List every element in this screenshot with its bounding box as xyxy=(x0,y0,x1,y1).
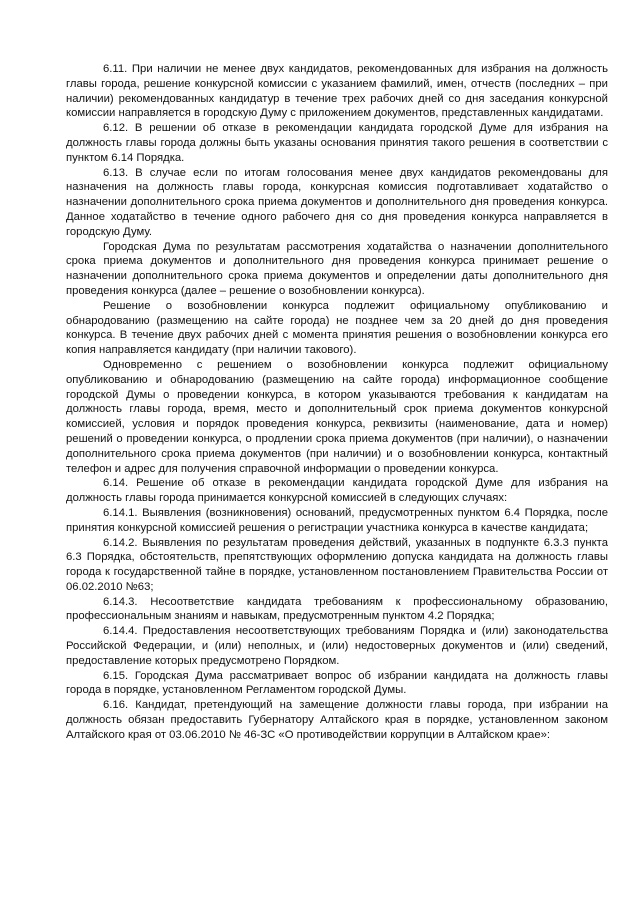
paragraph-6-15: 6.15. Городская Дума рассматривает вопрос об избрании кандидата на должность главы города в порядке, установленном Регламентом городской Думы. xyxy=(66,669,608,697)
paragraph-information-notice: Одновременно с решением о возобновлении конкурса подлежит официальному опубликованию и обнародованию (размещению на сайте города) информационное сообщение городской Думы о проведении конкурса, в котором указываются требования к кандидатам на должность главы города, время, место и дополнительный срок приема документов конкурсной комиссией, условия и порядок проведения конкурса, реквизиты (наименование, дата и номер) решений о проведении конкурса, о продлении срока приема документов (при наличии), о назначении дополнительного срока приема документов (при наличии) и о возобновлении конкурса, контактный телефон и адрес для получения справочной информации о проведении конкурса. xyxy=(66,358,608,475)
paragraph-resumption-publication: Решение о возобновлении конкурса подлежит официальному опубликованию и обнародованию (размещению на сайте города) не позднее чем за 20 дней до дня проведения конкурса. В течение двух рабочих дней с момента принятия решения о возобновлении конкурса его копия направляется кандидату (при наличии такового). xyxy=(66,299,608,357)
paragraph-6-14-1: 6.14.1. Выявления (возникновения) оснований, предусмотренных пунктом 6.4 Порядка, после принятия конкурсной комиссией решения о регистрации участника конкурса в качестве кандидата; xyxy=(66,506,608,534)
paragraph-6-14-2: 6.14.2. Выявления по результатам проведения действий, указанных в подпункте 6.3.3 пункта 6.3 Порядка, обстоятельств, препятствующих оформлению допуска кандидата на должность главы города к государственной тайне в порядке, установленном постановлением Правительства России от 06.02.2010 №63; xyxy=(66,536,608,593)
paragraph-6-14: 6.14. Решение об отказе в рекомендации кандидата городской Думе для избрания на должность главы города принимается конкурсной комиссией в следующих случаях: xyxy=(66,477,608,505)
paragraph-6-13: 6.13. В случае если по итогам голосования менее двух кандидатов рекомендованы для назначения на должность главы города, конкурсная комиссия подготавливает ходатайство о назначении дополнительного срока приема документов и дополнительного дня проведения конкурса. Данное ходатайство в течение одного рабочего дня со дня проведения конкурса направляется в городскую Думу. xyxy=(66,166,608,238)
document-page xyxy=(66,62,608,743)
paragraph-6-14-3: 6.14.3. Несоответствие кандидата требованиям к профессиональному образованию, профессиональным знаниям и навыкам, предусмотренным пунктом 4.2 Порядка; xyxy=(66,595,608,623)
paragraph-6-12: 6.12. В решении об отказе в рекомендации кандидата городской Думе для избрания на должность главы города должны быть указаны основания принятия такого решения в соответствии с пунктом 6.14 Порядка. xyxy=(66,122,608,164)
paragraph-6-16: 6.16. Кандидат, претендующий на замещение должности главы города, при избрании на должность обязан предоставить Губернатору Алтайского края в порядке, установленном законом Алтайского края от 03.06.2010 № 46-ЗС «О противодействии коррупции в Алтайском крае»: xyxy=(66,699,608,741)
paragraph-6-11: 6.11. При наличии не менее двух кандидатов, рекомендованных для избрания на должность главы города, решение конкурсной комиссии с указанием фамилий, имен, отчеств (последних – при наличии) рекомендованных кандидатур в течение трех рабочих дней со дня заседания конкурсной комиссии направляется в городскую Думу с приложением документов, представленных кандидатами. xyxy=(66,63,608,120)
paragraph-duma-decision: Городская Дума по результатам рассмотрения ходатайства о назначении дополнительного срока приема документов и дополнительного дня проведения конкурса принимает решение о назначении дополнительного срока приема документов и определении даты дополнительного дня проведения конкурса (далее – решение о возобновлении конкурса). xyxy=(66,240,608,297)
paragraph-6-14-4: 6.14.4. Предоставления несоответствующих требованиям Порядка и (или) законодательства Российской Федерации, и (или) неполных, и (или) недостоверных документов и (или) сведений, предоставление которых предусмотрено Порядком. xyxy=(66,625,608,667)
